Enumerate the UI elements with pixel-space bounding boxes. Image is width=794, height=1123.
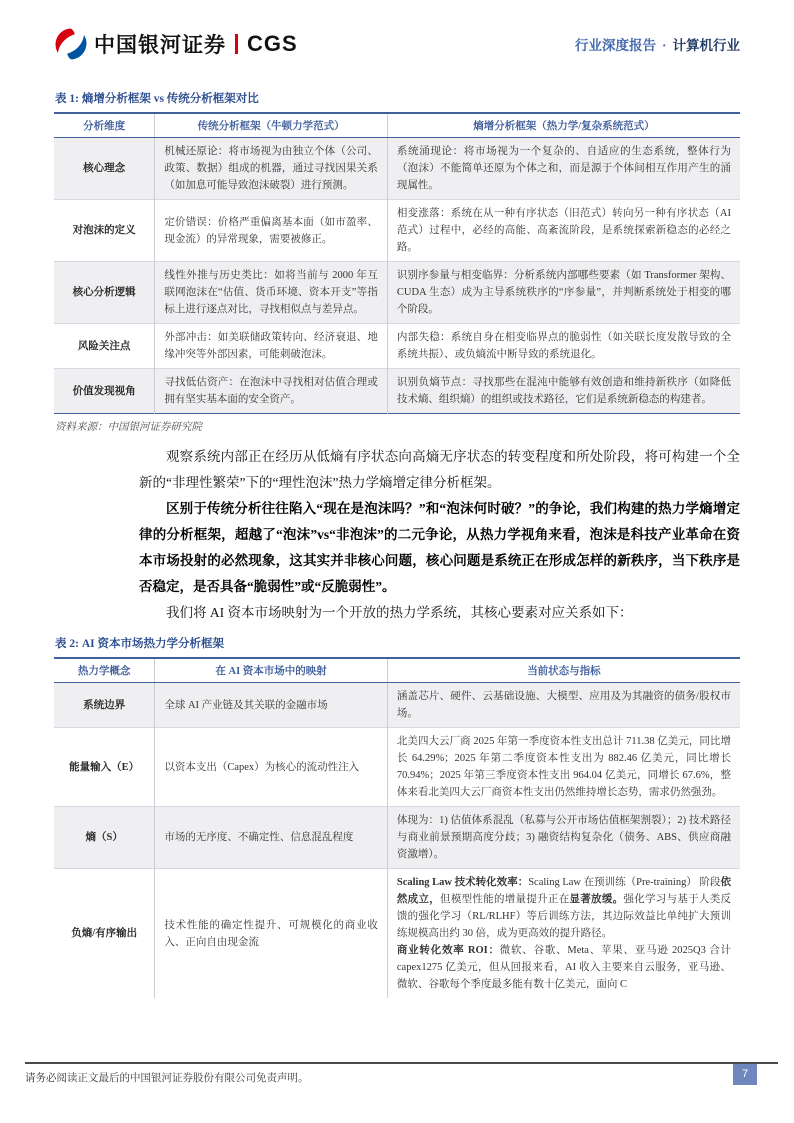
table-row bbox=[54, 728, 740, 807]
table-cell: Scaling Law 技术转化效率：Scaling Law 在预训练（Pre-training） 阶段依然成立，但模型性能的增量提升正在显著放缓。强化学习与基于人类反馈的强化学习（RL/RLHF）等后训练方法，其边际效益比单纯扩大预训练规模高出约 30 倍，成为更高效的提升路径。 商业转化效率 ROI：微软、谷歌、Meta、苹果、亚马逊 2025Q3 合计 capex1275 亿美元，但从回报来看，AI 收入主要来自云服务，亚马逊、微软、谷歌每个季度最多能有数十亿美元，面向 C bbox=[387, 869, 740, 999]
table-cell: 价值发现视角 bbox=[54, 369, 155, 414]
table-cell: 机械还原论：将市场视为由独立个体（公司、政策、数据）组成的机器，通过寻找因果关系（如加息可能导致泡沫破裂）进行预测。 bbox=[155, 138, 388, 200]
brand-separator bbox=[235, 34, 238, 54]
column-header: 分析维度 bbox=[54, 113, 155, 138]
paragraph: 我们将 AI 资本市场映射为一个开放的热力学系统，其核心要素对应关系如下： bbox=[166, 605, 633, 620]
table-row bbox=[54, 369, 740, 414]
brand-logo bbox=[54, 27, 298, 61]
table-cell: 定价错误：价格严重偏离基本面（如市盈率、现金流）的异常现象，需要被修正。 bbox=[155, 200, 388, 262]
report-type-label bbox=[575, 34, 740, 54]
brand-name-en: CGS bbox=[247, 31, 298, 56]
table-row bbox=[54, 683, 740, 728]
body-text-block bbox=[139, 444, 740, 626]
table-cell: 技术性能的确定性提升、可规模化的商业收入、正向自由现金流 bbox=[155, 869, 388, 999]
table-cell: 内部失稳：系统自身在相变临界点的脆弱性（如关联长度发散导致的全系统共振）、或负熵流中断导致的系统退化。 bbox=[387, 324, 740, 369]
table-row bbox=[54, 324, 740, 369]
column-header: 在 AI 资本市场中的映射 bbox=[155, 658, 388, 683]
column-header: 热力学概念 bbox=[54, 658, 155, 683]
table-cell: 识别负熵节点：寻找那些在混沌中能够有效创造和维持新秩序（如降低技术熵、组织熵）的组织或技术路径，它们是系统新稳态的构建者。 bbox=[387, 369, 740, 414]
table-cell: 核心理念 bbox=[54, 138, 155, 200]
paragraph-emphasis: 区别于传统分析往往陷入“现在是泡沫吗？”和“泡沫何时破？”的争论，我们构建的热力学熵增定律的分析框架，超越了“泡沫”vs“非泡沫”的二元争论，从热力学视角来看，泡沫是科技产业革命在资本市场投射的必然现象，这其实并非核心问题，核心问题是系统正在形成怎样的新秩序，当下秩序是否稳定，是否具备“脆弱性”或“反脆弱性”。 bbox=[139, 501, 740, 594]
dot-separator: · bbox=[661, 38, 667, 53]
table-header-row bbox=[54, 658, 740, 683]
galaxy-swirl-icon bbox=[54, 27, 88, 61]
table-row bbox=[54, 807, 740, 869]
table2-title: 表 2: AI 资本市场热力学分析框架 bbox=[55, 638, 224, 650]
table-cell: 系统边界 bbox=[54, 683, 155, 728]
table-cell: 熵（S） bbox=[54, 807, 155, 869]
table-cell: 系统涌现论：将市场视为一个复杂的、自适应的生态系统，整体行为（泡沫）不能简单还原为个体之和，而是源于个体间相互作用产生的涌现属性。 bbox=[387, 138, 740, 200]
table-cell: 北美四大云厂商 2025 年第一季度资本性支出总计 711.38 亿美元，同比增长 64.29%；2025 年第二季度资本性支出为 882.46 亿美元，同比增长 70.94%；2025 年第三季度资本性支出 964.04 亿美元，同增长 67.6%，整体来看北美四大云厂商资本性支出仍然维持增长态势，需求仍然强劲。 bbox=[387, 728, 740, 807]
page-number-badge: 7 bbox=[733, 1064, 757, 1085]
table-cell: 负熵/有序输出 bbox=[54, 869, 155, 999]
table-cell: 寻找低估资产：在泡沫中寻找相对估值合理或拥有坚实基本面的安全资产。 bbox=[155, 369, 388, 414]
table-cell: 能量输入（E） bbox=[54, 728, 155, 807]
column-header: 熵增分析框架（热力学/复杂系统范式） bbox=[387, 113, 740, 138]
table-row bbox=[54, 200, 740, 262]
table-row bbox=[54, 869, 740, 999]
brand-name-cn: 中国银河证券 bbox=[94, 34, 226, 57]
table-cell: 市场的无序度、不确定性、信息混乱程度 bbox=[155, 807, 388, 869]
table-cell: 相变涨落：系统在从一种有序状态（旧范式）转向另一种有序状态（AI 范式）过程中，必经的高能、高紊流阶段，是系统探索新稳态的必经之路。 bbox=[387, 200, 740, 262]
paragraph: 观察系统内部正在经历从低熵有序状态向高熵无序状态的转变程度和所处阶段，将可构建一个全新的“非理性繁荣”下的“理性泡沫”热力学熵增定律分析框架。 bbox=[139, 449, 740, 490]
column-header: 当前状态与指标 bbox=[387, 658, 740, 683]
report-type: 行业深度报告 bbox=[574, 38, 656, 53]
table2-clip bbox=[54, 657, 740, 998]
table-cell: 体现为：1) 估值体系混乱（私募与公开市场估值框架割裂）；2) 技术路径与商业前景预期高度分歧；3) 融资结构复杂化（债务、ABS、供应商融资激增）。 bbox=[387, 807, 740, 869]
table-cell: 对泡沫的定义 bbox=[54, 200, 155, 262]
table-header-row bbox=[54, 113, 740, 138]
table-row bbox=[54, 138, 740, 200]
industry-name: 计算机行业 bbox=[672, 38, 740, 53]
table-cell: 全球 AI 产业链及其关联的金融市场 bbox=[155, 683, 388, 728]
table-cell: 涵盖芯片、硬件、云基础设施、大模型、应用及为其融资的债务/股权市场。 bbox=[387, 683, 740, 728]
column-header: 传统分析框架（牛顿力学范式） bbox=[155, 113, 388, 138]
page-header bbox=[54, 0, 740, 62]
table-cell: 风险关注点 bbox=[54, 324, 155, 369]
table-cell: 外部冲击：如美联储政策转向、经济衰退、地缘冲突等外部因素，可能刺破泡沫。 bbox=[155, 324, 388, 369]
table-1 bbox=[54, 112, 740, 414]
table-cell: 以资本支出（Capex）为核心的流动性注入 bbox=[155, 728, 388, 807]
page-footer bbox=[25, 1062, 778, 1085]
table-cell: 线性外推与历史类比：如将当前与 2000 年互联网泡沫在“估值、货币环境、资本开支”等指标上进行逐点对比，寻找相似点与差异点。 bbox=[155, 262, 388, 324]
table-2 bbox=[54, 657, 740, 998]
table1-title: 表 1: 熵增分析框架 vs 传统分析框架对比 bbox=[55, 93, 259, 105]
table-cell: 核心分析逻辑 bbox=[54, 262, 155, 324]
table-cell: 识别序参量与相变临界：分析系统内部哪些要素（如 Transformer 架构、CUDA 生态）成为主导系统秩序的“序参量”，并判断系统处于相变的哪个阶段。 bbox=[387, 262, 740, 324]
disclaimer-text: 请务必阅读正文最后的中国银河证券股份有限公司免责声明。 bbox=[25, 1073, 309, 1084]
table1-source: 资料来源：中国银河证券研究院 bbox=[55, 422, 202, 433]
table-row bbox=[54, 262, 740, 324]
